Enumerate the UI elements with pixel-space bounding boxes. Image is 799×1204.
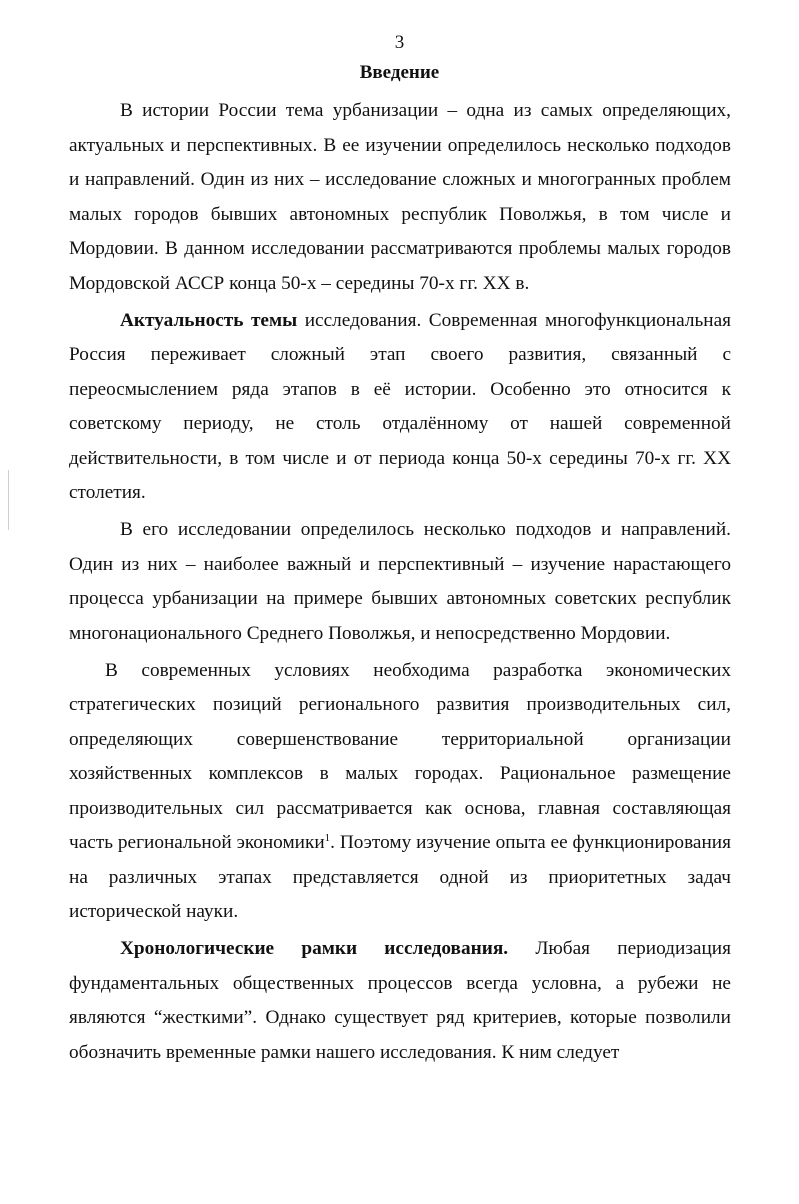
paragraph-text-continued: . Поэтому изучение опыта ее функционирования на различных этапах представляется одной из приоритетных задач исторической науки. [69, 832, 731, 922]
paragraph-text: исследования. Современная многофункциональная Россия переживает сложный этап своего развития, связанный с переосмыслением ряда этапов в её истории. Особенно это относится к советскому периоду, не столь отдалённому от нашей современной действительности, в том числе и от периода конца 50-х середины 70-х гг. XX столетия. [69, 309, 731, 503]
paragraph-intro [69, 94, 731, 301]
body-text [69, 94, 731, 1073]
paragraph-text: Любая периодизация фундаментальных общественных процессов всегда условна, а рубежи не являются “жесткими”. Однако существует ряд критериев, которые позволили обозначить временные рамки нашего исследования. К ним следует [69, 938, 731, 1063]
paragraph-text: В его исследовании определилось несколько подходов и направлений. Один из них – наиболее важный и перспективный – изучение нарастающего процесса урбанизации на примере бывших автономных советских республик многонационального Среднего Поволжья, и непосредственно Мордовии. [69, 519, 731, 644]
section-heading: Введение [359, 62, 440, 83]
paragraph-chronology [69, 932, 731, 1070]
page-number: 3 [394, 32, 405, 53]
paragraph-text: В современных условиях необходима разработка экономических стратегических позиций регионального развития производительных сил, определяющих совершенствование территориальной организации хозяйственных комплексов в малых городах. Рациональное размещение производительных сил рассматривается как основа, главная составляющая часть региональной экономики [69, 659, 731, 853]
paragraph-lead: Хронологические рамки исследования. [120, 938, 509, 959]
footnote-marker: 1 [324, 832, 331, 844]
paragraph-relevance [69, 304, 731, 511]
paragraph-lead: Актуальность темы [120, 309, 298, 331]
paragraph-economy [69, 654, 731, 930]
margin-mark [8, 470, 9, 530]
paragraph-approaches [69, 513, 731, 651]
paragraph-text: В истории России тема урбанизации – одна из самых определяющих, актуальных и перспективных. В ее изучении определилось несколько подходов и направлений. Один из них – исследование сложных и многогранных проблем малых городов бывших автономных республик Поволжья, в том числе и Мордовии. В данном исследовании рассматриваются проблемы малых городов Мордовской АССР конца 50-х – середины 70-х гг. XX в. [69, 100, 731, 294]
